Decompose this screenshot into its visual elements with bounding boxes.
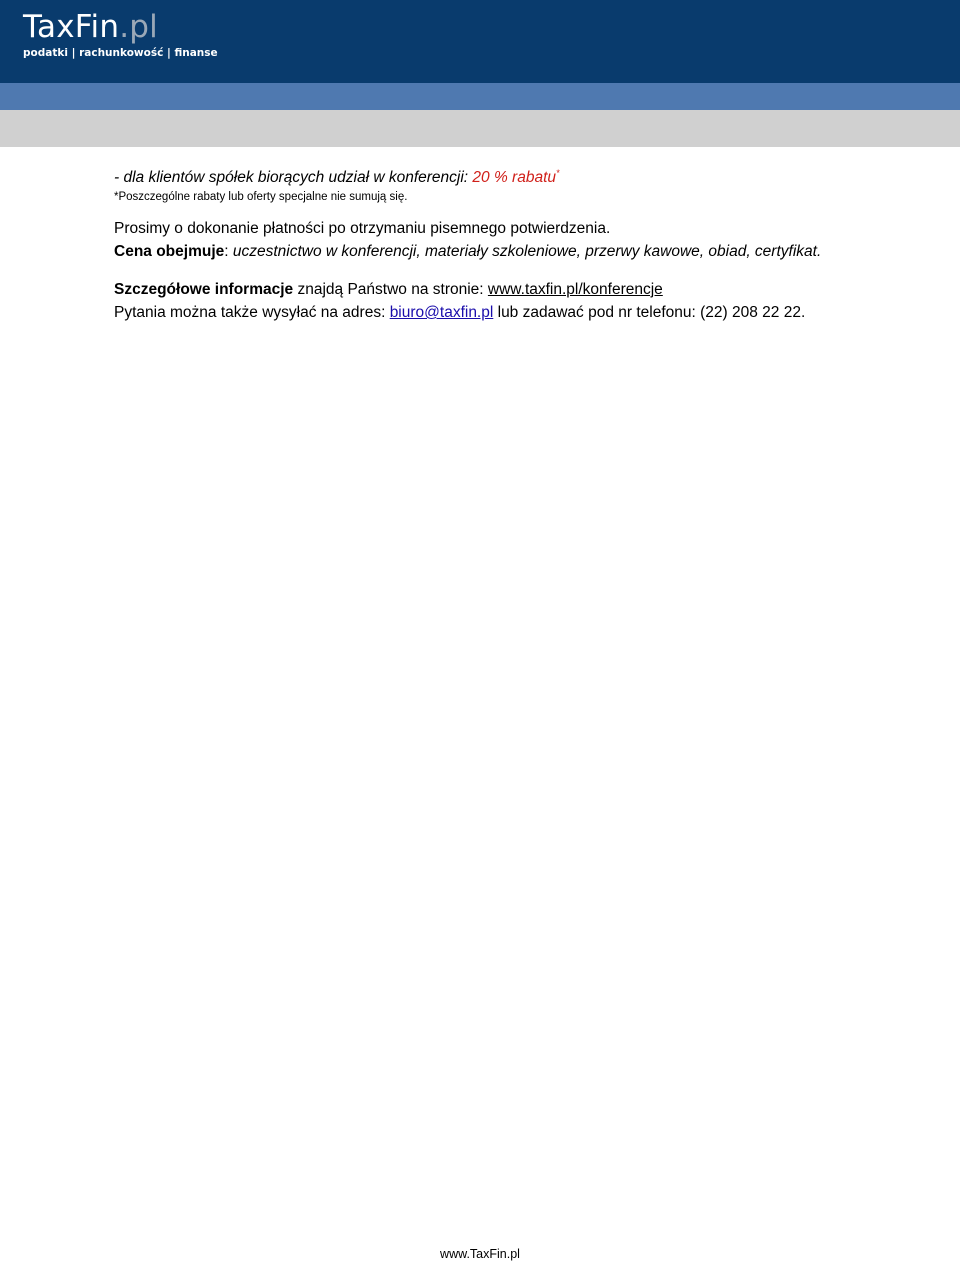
- details-label: Szczegółowe informacje: [114, 281, 294, 298]
- payment-line: Prosimy o dokonanie płatności po otrzymaniu pisemnego potwierdzenia.: [114, 220, 611, 237]
- discount-line: [114, 167, 914, 189]
- logo-wordmark: [23, 10, 218, 44]
- discount-footnote-mark: *: [556, 167, 560, 178]
- questions-line: [114, 301, 914, 324]
- price-colon: :: [224, 243, 233, 260]
- price-line: [114, 240, 914, 263]
- taxfin-logo[interactable]: [23, 10, 218, 60]
- discount-note: *Poszczególne rabaty lub oferty specjalne nie sumują się.: [114, 191, 408, 203]
- questions-text: Pytania można także wysyłać na adres:: [114, 304, 390, 321]
- logo-tagline: podatki | rachunkowość | finanse: [23, 47, 218, 59]
- price-label: Cena obejmuje: [114, 243, 225, 260]
- header-band-blue: [0, 83, 960, 110]
- logo-domain: .pl: [119, 9, 158, 45]
- email-link[interactable]: biuro@taxfin.pl: [389, 304, 494, 321]
- discount-value: 20 % rabatu: [472, 169, 556, 186]
- page-header: [0, 0, 960, 83]
- document-content: [114, 167, 914, 324]
- details-text: znajdą Państwo na stronie:: [293, 281, 488, 298]
- footer-url: www.TaxFin.pl: [440, 1247, 520, 1261]
- details-line: [114, 278, 914, 301]
- price-text: uczestnictwo w konferencji, materiały szkoleniowe, przerwy kawowe, obiad, certyfikat.: [232, 243, 822, 260]
- questions-rest: lub zadawać pod nr telefonu: (22) 208 22 22.: [493, 304, 806, 321]
- logo-name: TaxFin: [23, 9, 120, 45]
- header-band-gray: [0, 110, 960, 147]
- discount-prefix: - dla klientów spółek biorących udział w konferencji:: [114, 169, 473, 186]
- conference-link[interactable]: www.taxfin.pl/konferencje: [487, 281, 663, 298]
